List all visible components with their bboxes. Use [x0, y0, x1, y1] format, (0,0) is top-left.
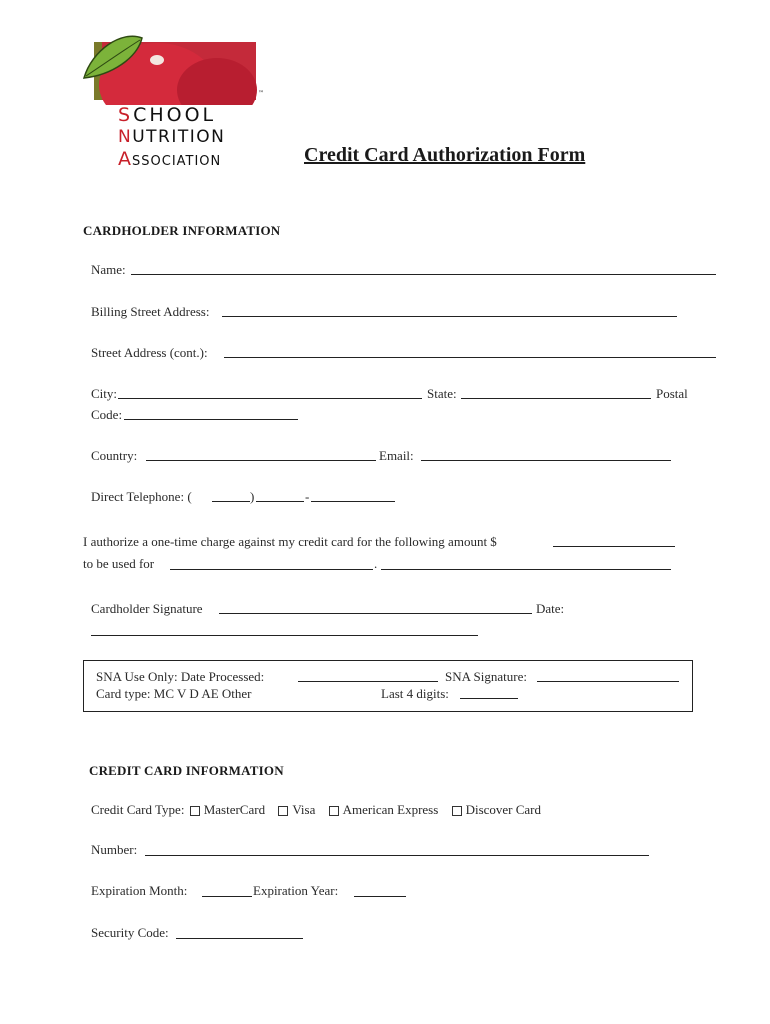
checkbox-icon[interactable] — [190, 806, 200, 816]
logo-text — [118, 104, 225, 173]
card-type-row — [91, 802, 541, 818]
sna-last4-field[interactable] — [460, 698, 518, 699]
sna-date-processed-field[interactable] — [298, 681, 438, 682]
phone-dash: - — [305, 489, 310, 504]
signature-label: Cardholder Signature — [91, 601, 203, 616]
security-code-field[interactable] — [176, 938, 303, 939]
billing-label: Billing Street Address: — [91, 304, 210, 319]
used-for-label: to be used for — [83, 556, 155, 571]
phone-prefix-field[interactable] — [256, 501, 304, 502]
name-label: Name: — [91, 262, 126, 277]
cardholder-heading: CARDHOLDER INFORMATION — [83, 223, 281, 238]
authorize-text: I authorize a one-time charge against my credit card for the following amount $ — [83, 534, 497, 549]
logo-n: N — [118, 127, 133, 147]
used-for-field-2[interactable] — [381, 569, 671, 570]
city-label: City: — [91, 386, 118, 401]
signature-field[interactable] — [219, 613, 532, 614]
exp-month-field[interactable] — [202, 896, 252, 897]
phone-paren: ) — [250, 489, 255, 504]
phone-label: Direct Telephone: ( — [91, 489, 192, 504]
sna-signature-label: SNA Signature: — [445, 669, 527, 684]
logo-chool: CHOOL — [133, 104, 217, 126]
security-code-label: Security Code: — [91, 925, 169, 940]
page-title: Credit Card Authorization Form — [304, 144, 586, 166]
checkbox-icon[interactable] — [278, 806, 288, 816]
visa-option[interactable]: Visa — [278, 802, 315, 817]
credit-card-heading: CREDIT CARD INFORMATION — [89, 763, 284, 778]
discover-option[interactable]: Discover Card — [452, 802, 541, 817]
date-field[interactable] — [91, 635, 478, 636]
logo-tm: ™ — [258, 90, 264, 97]
exp-month-label: Expiration Month: — [91, 883, 188, 898]
phone-number-field[interactable] — [311, 501, 395, 502]
city-field[interactable] — [118, 398, 422, 399]
sna-card-type: Card type: MC V D AE Other — [96, 686, 252, 701]
country-field[interactable] — [146, 460, 376, 461]
sna-date-processed-label: SNA Use Only: Date Processed: — [96, 669, 265, 684]
exp-year-field[interactable] — [354, 896, 406, 897]
sna-logo — [82, 30, 267, 170]
number-label: Number: — [91, 842, 138, 857]
mastercard-option[interactable]: MasterCard — [190, 802, 265, 817]
sna-last4-label: Last 4 digits: — [381, 686, 449, 701]
apple-logo-icon — [82, 30, 267, 105]
date-label: Date: — [536, 601, 565, 616]
street-cont-field[interactable] — [224, 357, 716, 358]
state-label: State: — [427, 386, 457, 401]
postal-code-label: Code: — [91, 407, 123, 422]
logo-utrition: UTRITION — [132, 127, 226, 147]
sna-signature-field[interactable] — [537, 681, 679, 682]
phone-area-field[interactable] — [212, 501, 250, 502]
used-for-period: . — [374, 556, 378, 571]
used-for-field[interactable] — [170, 569, 373, 570]
logo-ssociation: SSOCIATION — [132, 154, 222, 169]
email-field[interactable] — [421, 460, 671, 461]
checkbox-icon[interactable] — [452, 806, 462, 816]
amount-field[interactable] — [553, 546, 675, 547]
exp-year-label: Expiration Year: — [253, 883, 339, 898]
street-cont-label: Street Address (cont.): — [91, 345, 208, 360]
name-field[interactable] — [131, 274, 716, 275]
postal-field[interactable] — [124, 419, 298, 420]
country-label: Country: — [91, 448, 138, 463]
card-type-label: Credit Card Type: — [91, 802, 185, 817]
billing-field[interactable] — [222, 316, 677, 317]
card-number-field[interactable] — [145, 855, 649, 856]
amex-option[interactable]: American Express — [329, 802, 439, 817]
logo-s: S — [118, 104, 134, 126]
email-label: Email: — [379, 448, 414, 463]
state-field[interactable] — [461, 398, 651, 399]
postal-label: Postal — [656, 386, 688, 401]
checkbox-icon[interactable] — [329, 806, 339, 816]
logo-a: A — [118, 148, 132, 170]
